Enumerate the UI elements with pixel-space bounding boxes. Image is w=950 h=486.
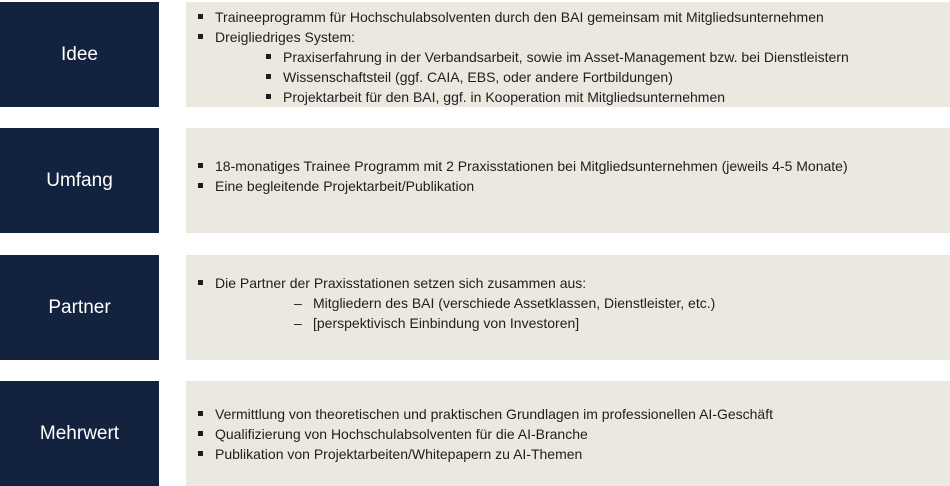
list-item: Vermittlung von theoretischen und praktischen Grundlagen im professionellen AI-Geschäft <box>197 404 950 424</box>
list-item: 18-monatiges Trainee Programm mit 2 Praxisstationen bei Mitgliedsunternehmen (jeweils 4-5 Monate) <box>197 156 950 176</box>
bullet-list <box>197 273 950 333</box>
section-content-partner <box>186 255 950 360</box>
section-label-idee: Idee <box>0 2 159 107</box>
sub-list-item: – Mitgliedern des BAI (verschiede Assetklassen, Dienstleister, etc.) <box>197 293 950 313</box>
sub-list-item: – [perspektivisch Einbindung von Investoren] <box>197 313 950 333</box>
sub-list-item: Wissenschaftsteil (ggf. CAIA, EBS, oder andere Fortbildungen) <box>197 67 950 87</box>
list-item: Publikation von Projektarbeiten/Whitepapern zu AI-Themen <box>197 444 950 464</box>
list-item: Die Partner der Praxisstationen setzen sich zusammen aus: <box>197 273 950 293</box>
section-idee <box>0 2 950 107</box>
list-item: Traineeprogramm für Hochschulabsolventen durch den BAI gemeinsam mit Mitgliedsunternehmen <box>197 7 950 27</box>
section-partner <box>0 255 950 360</box>
section-mehrwert <box>0 381 950 486</box>
section-label-umfang: Umfang <box>0 128 159 233</box>
sub-list-item: Projektarbeit für den BAI, ggf. in Kooperation mit Mitgliedsunternehmen <box>197 87 950 107</box>
section-label-partner: Partner <box>0 255 159 360</box>
sub-list-item: Praxiserfahrung in der Verbandsarbeit, sowie im Asset-Management bzw. bei Dienstleistern <box>197 47 950 67</box>
section-umfang <box>0 128 950 233</box>
bullet-list <box>197 404 950 464</box>
section-content-umfang <box>186 128 950 233</box>
bullet-list <box>197 156 950 196</box>
section-label-mehrwert: Mehrwert <box>0 381 159 486</box>
bullet-list <box>197 7 950 107</box>
section-content-idee <box>186 2 950 107</box>
list-item: Dreigliedriges System: <box>197 27 950 47</box>
list-item: Eine begleitende Projektarbeit/Publikation <box>197 176 950 196</box>
list-item: Qualifizierung von Hochschulabsolventen für die AI-Branche <box>197 424 950 444</box>
section-content-mehrwert <box>186 381 950 486</box>
